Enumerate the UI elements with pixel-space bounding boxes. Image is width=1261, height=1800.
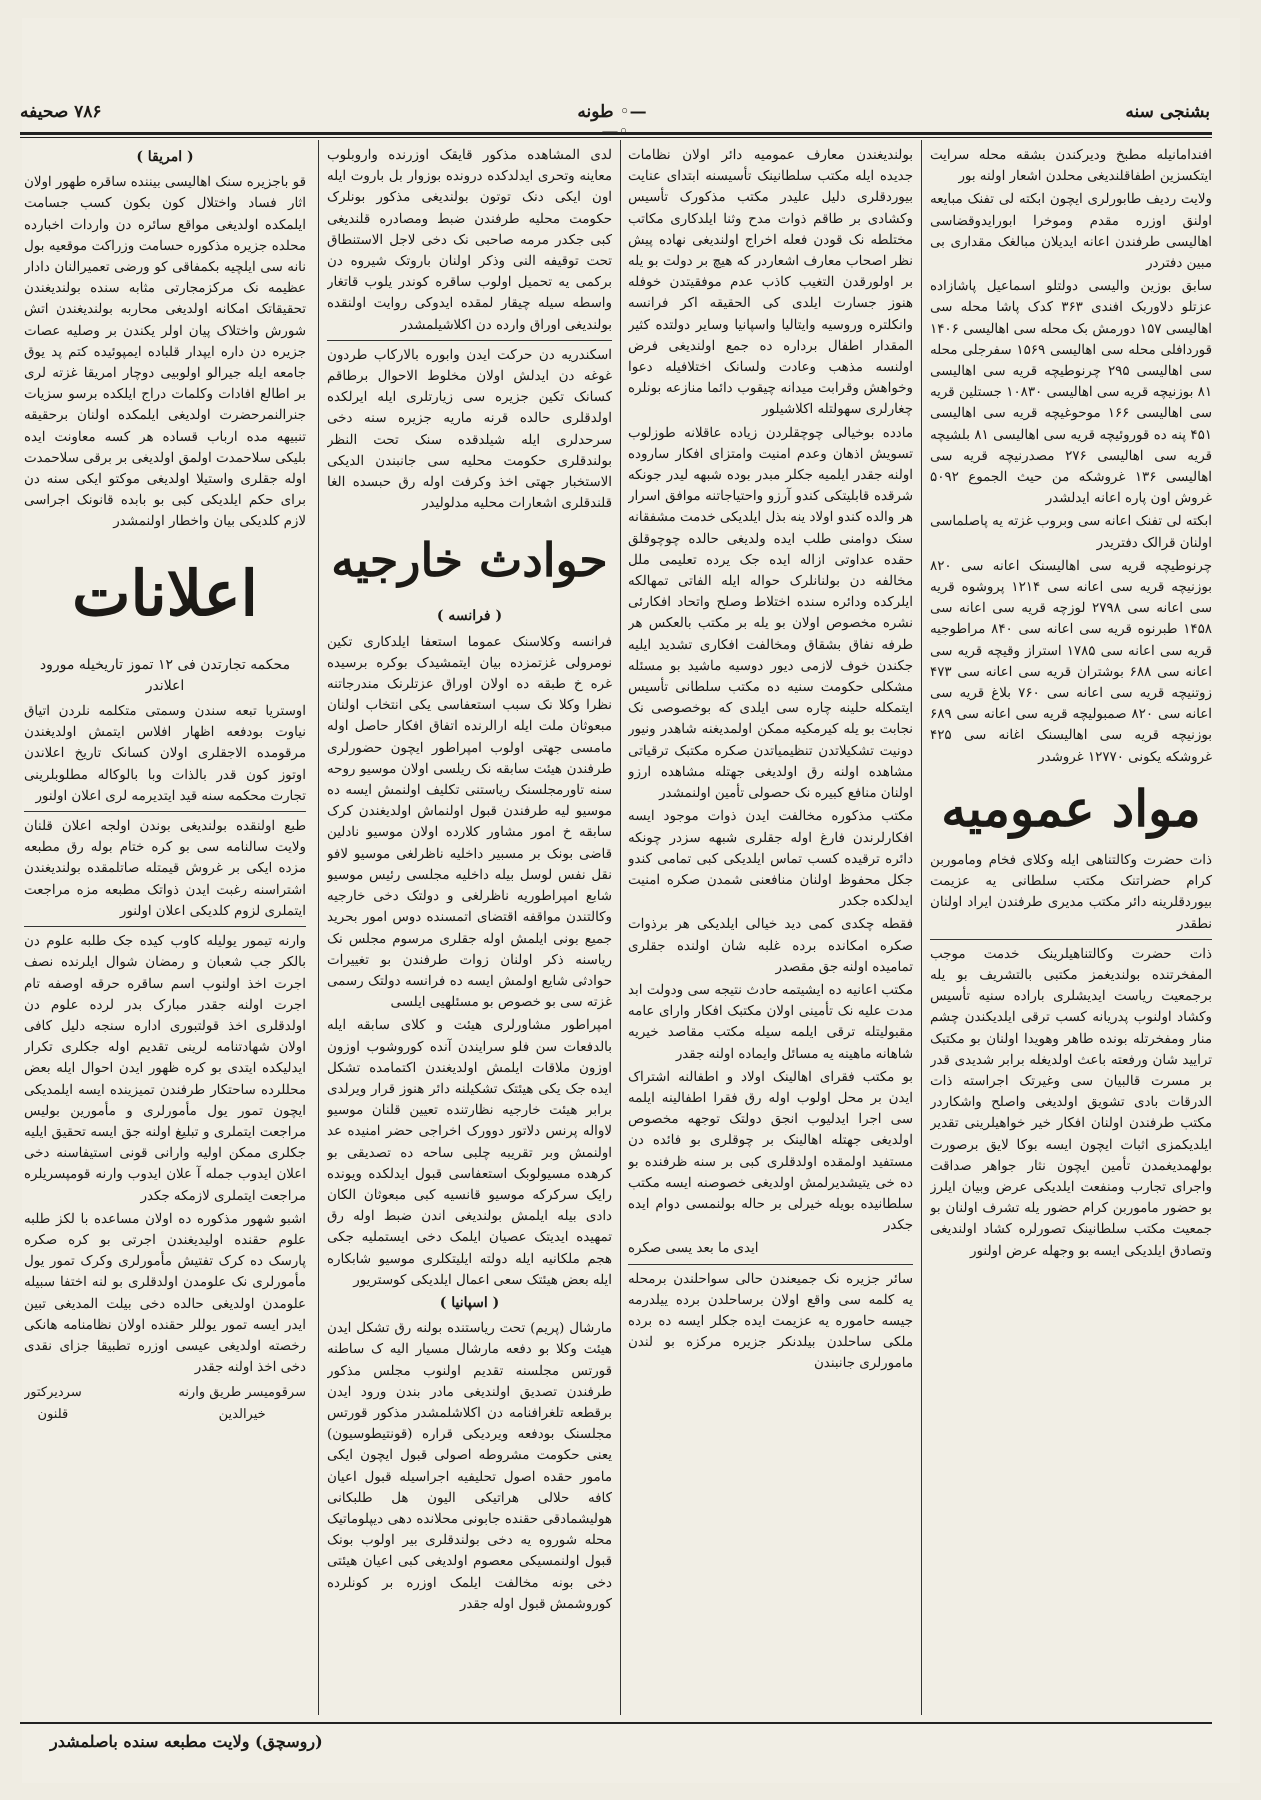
col3-paragraph: مارشال (پریم) تحت ریاستنده بولنه رق تشکل ایدن هیئت وکلا بو دفعه مارشال مسیار الیه ک ساطنه قورتس مجلسنه تقدیم اولنوب مجلس مذکور طرفندن تصدیق اولندیغی مادر بندن ورود ایدن برقطعه تلغرافنامه دن اکلاشلمشدر مذکور قورتس مجلسنک بودفعه ویردیکی قراره (قونتیطوسیون) یعنی حکومت مشروطه اصولی قبول ایچون ایکی مامور حقده اصول تحلیفیه اجراسیله قبول اعیان کافه حلالی هراتیکی الیون هل طلبکانی هولیشمادقی حقنده جابونی محلانده دهی دیپلوماتیک محله شوروه یه دخی بولندقلری بیر اولوب بونک قبول اولنمسیکی معصوم اولدیغی کبی اعیان هیئتی دخی بونه مخالفت ایلمک اوزره بر کونلرده کوروشمش قبول اوله جقدر <box>327 1321 612 1612</box>
col1-paragraph: ذات حضرت وکالتناهیلرینک خدمت موجب المفخرتنده بولندیغمز مکتبی بالتشریف بو یله برجمعیت ریاست ایدیشلری باراده سنیه تأسیس وکشاد اولنوب پدریانه کسب ترقی ایلدیکندن چشم منار ومفخرتله بونده طاهر وهویدا اولنان بو مکتبک ترایید شان ورفعته باعث اولدیغله برابر شدیدی قدر بر مسرت قالبیان سی وغیرتک اجراسته ذات الدرقات بادی تشویق اولدیغی واصلح واشکاردر مکتب طرفندن اولنان افکار خیر خواهیلرینی تقدیر ایلدیکمزی اثبات ایچون ایسه بوکا لایق برصورت بولهمدیغمدن تأمین ایچون نثار جواهر صداقت واجرای تجارب ومنفعت ایلدیکی عرض وبیان ایلرز بو حضور ماموربن کرام حضور یله تشرف اولنان بو جمعیت مکتب سلطانینک تصورلره کشاد اولندیغی وتصادق ایلدیکی ایسه بو وجهله عرض اولنور <box>930 946 1212 1259</box>
col2-paragraph: سائر جزیره نک جمیعندن حالی سواحلندن برمحله یه کلمه سی واقع اولان برساحلدن برده ییلدرمه جیسه حاموره یه عزیمت ایده جکلر ایسه ده برده ملکی ساحلدن بیلدنکر جزیره مرکزه بو لندن مامورلری جانبندن <box>628 1271 913 1372</box>
col4-paragraph: طبع اولنقده بولندیغی بوندن اولجه اعلان قلنان ولایت سالنامه سی بو کره ختام بوله رق مطبعه مزده ایکی بر غروش قیمتله صاتلمقده بولندیغندن اشتراسنه رغبت ایدن ذواتک مطبعه مزه مراجعت ایتملری لزوم کلدیکی اعلان اولنور <box>24 819 306 919</box>
col4-paragraph: اوستریا تبعه سندن وسمتی متکلمه نلردن اتیاق نیاوت بودفعه اظهار افلاس ایتمش اولدیغندن مرقومده الاجقلری اولان کسانک تاریخ اعلاندن اوتوز کون قدر بالذات وبا بالوکاله مطلوبلرینی تجارت محکمه سنه قید ایتدیرمه لری اعلان اولنور <box>24 704 306 804</box>
col3-paragraph: امپراطور مشاورلری هیئت و کلای سابقه ایله بالدفعات سن فلو سرایندن آنده کوروشوب اوزون اوزون ملاقات ایلمش اولدیغندن اکتمامده تشکل ایده جک یکی هیئتک تشکیلنه دائر هنوز قرار ویرلدی برابر هیئت خارجیه نظارتنده تعیین قلنان موسیو لاواله پرنس دلاتور دوورک اخراجی حضر امنیده عد اولنمش وبر تقریبه چلبی ساحه ده تصدیقی بو کرهده مسیولوبک استعفاسی قبول ایدلکده ویونده رایک سرکرکه موسیو قانسیه کبی مبعوثان الکان دادی بیله ایلمش بولندیغی اندن ضبط اوله رق تمهیده ایدیتک عصیان ایلمک دخی ایستملیه جکی هجم ملکانیه ایله دولته ایلیتکلری موسیو شابکاره ایله بعض هیئتک سعی اعمال ایلدیکی کوستریور <box>327 1018 612 1288</box>
col1-paragraph: ابکته لی تفنک اعانه سی وبروب غزته یه پاصلماسی اولنان قرالک دفتریدر <box>930 514 1212 551</box>
signature-name: خیرالدین <box>218 1406 266 1422</box>
col4-paragraph: وارنه تیمور یولیله کاوب کیده جک طلبه علوم دن بالکر جب شعبان و رمضان شوال ایلرنده نصف اجرت اخذ اولنوب اسم ساقره حرقه اوصفه تام اجرت اولنه جقدر مبارک بدر لرده علوم دن اولدقلری اخذ قولتبوری اداره سنجه دلیل کافی اولان شهادتنامه لرینی تقدیم اوله جکلری تکرار ایدلیکده ایتدی بو کره ظهور ایدن احوال ایله بعض محللرده ساحتکار طرفندن تمیزینده ایسه ایلمدیکی ایچون تمور یول مأمورلری و مأمورین بولیس مراجعت ایتملری و تبلیغ اولنه جق ایسه تحقیق ایلیه جکلری ممکن اولیه وارانی قونی استیفاسنه دخی اعلان ایدوب جمله آ علان ایدوب وارنه قومپسریلره مراجعت ایتملری لازمکه جکدر <box>24 934 306 1204</box>
section-heading-announcements: اعلانات <box>72 556 258 630</box>
top-rule <box>20 132 1212 135</box>
col1-paragraph: چرنوطیچه قریه سی اهالیسنک اعانه سی ۸۲۰ بوزنیچه قریه سی اعانه سی ۱۲۱۴ پروشوه قریه سی اعانه سی ۲۷۹۸ لوزچه قریه سی اعانه سی ۱۴۵۸ طبرنوه قریه سی اعانه سی ۸۴۰ مراطوجیه قریه سی اعانه سی ۱۷۸۵ استراز وقیچه قریه سی اعانه سی ۶۸۸ بوشتران قریه سی اعانه سی ۴۷۳ زوتنیچه قریه سی اعانه سی ۷۶۰ بلاغ قریه سی اعانه سی ۸۲۰ صمبولیچه قریه سی اعانه سی ۶۸۹ بوزنیچه قریه سی اهالیسنک اغانه سی ۴۲۵ غروشکه یکونی ۱۲۷۷۰ غروشدر <box>930 558 1212 765</box>
col2-paragraph: مادده بوخیالی چوچقلردن زیاده عاقلانه طوزلوب تسویش اذهان وعدم امنیت وامتزای افکار ساروده اولنه جقدر ایلمیه جکلر مبدر بوده شبهه لیدر جونکه شرقده قابلیتکی کندو آرزو واحتیاجاتنه موافق اسرار هر والده کندو اولاد ینه بذل ایلدیکی خدمت مشفقانه سنک دوامنی طلب ایده ولدیغی حالده چوچوقلق حقده عداوتی ازاله ایده جک یرده تعلیمی ملل مخالفه دن بولنانلرک حواله ایله الفاتی تمهالکه ایلرکده ودائره سنده اختلاط وصلح واتحاد افکارئی نشره مخصوص اولان بو یله بر مکتب بالعکس هر طرفه نفاق بشقاق ومخالفت افکاری تشدید ایلیه جکندن خوف لازمی دیور دوسیه ماشید بو مسئله مشکلی حکومت سنیه ده مکتب سلطانی تأسیس ایتمکله حلینه چاره سی ایلدی که بوخصوصی نک نجابت بو یله کیرمکیه ممکن اولمدیغنه شاهدر ونیور دونیت تشکیلاتدن تنظیمیاتدن صکره مکتبک ترقیاتی مشاهده اولنه رق اولدیغی جهتله مشاهده ارزو اولنان منافع کبیره نک حصولی تأمین اولنمشدر <box>628 425 913 802</box>
col4-paragraph: اشبو شهور مذکوره ده اولان مساعده با لکز طلبه علوم حقنده اولیدیغندن اجرتی بو کره صکره پارسک ده کرک تفتیش مأمورلری وکرک تمور یول مأمورلری نک علومدن اولدقلری بو لنه اختفا سبیله علومدن اولدیغی حالده دخی بیلت المدیغی تبین ایدر ایسه تمور یوللر حقنده اولان نظامنامه هانکی رخصته اولدیغی عیسی اوزره تطبیقا جزای نقدی دخی اخذ اولنه جقدر <box>24 1211 306 1376</box>
column-rule <box>318 140 319 1715</box>
signature-title: سرقومیسر طریق وارنه <box>178 1385 306 1401</box>
col1-paragraph: افندامانیله مطبخ ودیرکندن بشقه محله سرایت ایتکسزین اطفاقلندیغی محلدن اشعار اولنه بور <box>930 148 1212 185</box>
masthead-title: —◦طونه◦— <box>577 102 647 142</box>
col1-paragraph: سابق بوزین والیسی دولتلو اسماعیل پاشازاده عزتلو دلاوربک افندی ۳۶۳ کدک پاشا محله سی اهالیسی ۱۵۷ دورمش بک محله سی اهالیسی ۱۴۰۶ قوردافلی محله سی اهالیسی ۱۵۶۹ سفرجلی محله سی اهالیسی ۲۹۵ چرنوطیچه قریه سی اهالیسی ۸۱ بوزنیچه قریه سی اهالیسی ۱۰۸۳۰ جستلین قریه سی اهالیسی ۱۶۶ موحوغیچه قریه سی اهالیسی ۴۵۱ پنه ده قوروئیچه قریه سی اهالیسی ۸۱ بلشیچه قریه سی اهالیسی ۲۷۶ مصدرنیچه قریه سی اهالیسی ۱۳۶ غروشکه من حیث الجموع ۵۰۹۲ غروش اون پاره اعانه ایدلشدر <box>930 279 1212 507</box>
printer-imprint: (روسچق) ولایت مطبعه سنده باصلمشدر <box>50 1732 323 1751</box>
subheading-france: ( فرانسه ) <box>436 608 503 625</box>
column-1 <box>930 145 1212 1710</box>
col1-paragraph: ذات حضرت وکالتناهی ایله وکلای فخام وماموربن کرام حضراتنک مکتب سلطانی یه عزیمت بیوردقلرینه دائر مکتب مدیری طرفندن ایراد اولنان نطقدر <box>930 852 1212 932</box>
subheading-america: ( امریقا ) <box>136 149 194 165</box>
col2-paragraph: فقطه چکدی کمی دید خیالی ایلدیکی هر برذوات صکره امکانده برده غلبه شان اولنده جقلری تمامیده اولنه جق مقصدر <box>628 917 913 975</box>
signature-block <box>24 1382 306 1424</box>
col2-paragraph: مکتب مذکوره مخالفت ایدن ذوات موجود ایسه افکارلرندن فارغ اوله جقلری شبهه سزدر چونکه دائره ترقیده کسب تماس ایلدیکی کبی تمامی کندو جکل محفوظ اولنان منافعنی شمدن صکره امنیت ایدلکده جکدر <box>628 809 913 910</box>
divider <box>930 939 1212 940</box>
divider <box>628 1264 913 1265</box>
col2-paragraph: ایدی ما بعد یسی صکره <box>628 1241 759 1257</box>
section-heading-general: مواد عموميه <box>941 778 1201 838</box>
column-rule <box>620 140 621 1715</box>
col3-paragraph: اسکندریه دن حرکت ایدن وابوره بالارکاب طردون غوغه دن ایدلش اولان مخلوط الاحوال برطاقم کسانک تکین جزیره سی زیارتلری ایله ایرلکده اولدقلری حالده قرنه ماریه جزیره سنه دخی سرحدلری ایله شیلدقده سنک تحت النظر بولندقلری حکومت محلیه سی جانبندن الدیکی الاستخبار جهتی اخذ وکرفت اوله رق حبسده الغا قلندقلری اشعارات محلیه مدلولیدر <box>327 347 612 512</box>
divider <box>24 926 306 927</box>
masthead-year: بشنجی سنه <box>1125 102 1210 122</box>
signature-name: قلنون <box>37 1406 69 1422</box>
masthead <box>20 92 1210 142</box>
column-4 <box>24 145 306 1710</box>
column-2 <box>628 145 913 1710</box>
col2-paragraph: بو مکتب فقرای اهالینک اولاد و اطفالنه اشتراک ایدن بر محل اولوب اوله رق فقرا اطفالینه ایلمه سی اجرا ایدلیوب انجق دولتک توجهه مخصوص اولدیغی جهتله اهالینک بر چوقلری بو فائده دن مستفید اولمقده اولدقلری کبی بر سنه ظرفنده بو ده خی یتیشدیرلمش اولدیغی خصوصنه ایسه مکتب سلطانیده بویله خیرلی بر حاله بولنمسی دوام ایده جکدر <box>628 1069 913 1234</box>
divider <box>327 340 612 341</box>
column-rule <box>921 140 922 1715</box>
section-heading-foreign-news: حوادث خارجیه <box>331 533 608 588</box>
col3-paragraph: لدی المشاهده مذکور قایقک اوزرنده واروبلوب معاینه وتحری ایدلدکده درونده بوزوار بل باروت ایله اون ایکی دنک توتون بولندیغی مذکور بونلرک حکومت محلیه طرفندن ضبط ومصادره قلندیغی کبی جکدر مرمه صاحبی نک دخی لاجل الاستنطاق تحت توقیفه النی وذکر اولنان باروتک شیروه دن برکمی یه تحمیل اولوب ساقره کوندر یلوب قاتغار واسطه سیله چیقار لمقده ایدوکی روایت اولنقده بولندیغی اوراق وارده دن اکلاشیلمشدر <box>327 148 612 333</box>
newspaper-name: طونه <box>577 102 614 122</box>
col3-paragraph: فرانسه وکلاسنک عموما استعفا ایلدکاری تکین نومرولی غزتمزده بیان ایتمشیدک بوکره برسیده غره خ طبقه ده اولان اوراق عزتلرنک مندرجاتنه نظرا وکلا نک سبب استعفاسی یکی انتخاب اولنان مبعوثان ملت ایله ارالرنده اتفاق افکار حاصل اوله مامسی جهتی اولوب امپراطور ایچون حضورلری طرفندن هیئت سابقه نک ریلسی اولان موسیو روحه سنه تاورمجلسنک ریاستنی تکلیف اولنمش ایسه ده موسیو لیه طرفندن قبول اولنماش اولدیغندن کرک سابقه خ امور مشاور کلارده اولان موسیو نادلین قاضی بونک بر مسبیر داخلیه ناظرلغی موسیو لافو نقل نفس لوسل بیله داخلیه مجلسی رئیس موسیو شابع امپراطوریه ناظرلغی و دولتک دخی خارجیه وکالتندن مواقفه اقتضای اتمسنده دوس امور بحرید جمیع بونی ایلمش اوله جقلری مرسوم مجلس نک ریاسنه ذکر اولنان زوات طرفندن بو تغییرات حوادثی شایع اولمش ایسه ده فرانسه دولتک رسمی غزته سی بو خصوص بو مسئلهیی ایلسی <box>327 634 612 1011</box>
top-rule-thin <box>20 137 1212 138</box>
col4-paragraph: قو باجزیره سنک اهالیسی بیننده ساقره طهور اولان اثار فساد واختلال کون بکون کسب جسامت ایلمکده اولدیغی مواقع سائره دن واردات اخبارده محلده جزیره مذکوره حسامت وزراکت موقعیه بول نانه سی ایلچیه بکمفاقی کو ورضی تعمیرالنان دادار عظیمه نک مرکزمجارتی مثابه سنده بولندیغندن تحقیقاتک امکانه اولدیغی محاربه بولندیغندن اتش شورش واختلاک پیان اولر یکندن بر وصلیه عصات جزیره دن داره ایپدار قلباده ایمپوئیده کتم پد یوق جامعه ایله جیرالو اولوبیی دوچار امریقا غزته لری بر اطالع افادات وکلمات دراج ایلکده برسو سزیات جنرالنمرحضرت اولدیغی ایلمکده اولنان برحقیقه تنبیهه مده ارباب قساده هر کسه معاونت ایده بلیکی سلاحمدت اولمق اولدیغی بر برقی سلاحمدت اوله جقلری واستیلا اولدیغی موکتو ایکی سنه دن برای حکم ایلدیکی کبی بو بابده قانونک اجراسی لازم کلدیکی بیان واخطار اولنمشدر <box>24 175 306 530</box>
signature-title: سردیرکتور <box>24 1385 82 1401</box>
col2-paragraph: بولندیغندن معارف عمومیه دائر اولان نظامات جدیده ایله مکتب سلطانینک تأسیسنه ابتدای عنایت بیوردقلری دلیل علیدر مکتب مذکورک تأسیس وکشادی بر طاقم ذوات مدح وثنا ایلدکاری مکاتب مختلطه نک قودن فعله اخراج اولندیغی نهاده پیش نظر اصحاب معارف اشعاردر که هیچ بر دولت بو یله بر اولورقدن التغیب کاذب عدم موفقیتدن خوفله هنوز جسارت ایلدی کی الحقیقه اکر فرانسه وانکلتره وروسیه وایتالیا واسپانیا وسایر دولتده کثیر المقدار اطفال برداره ده جمع اولندیغی فرض اولنسه مذهب وعادت ولسانک اختلافیله دعوا وخواهش وقرابت میدانه چیقوب دائما منازعه بونلره چغارلری سهولتله اکلاشیلور <box>628 148 913 418</box>
printer-footer <box>20 1722 1212 1760</box>
col1-paragraph: ولایت ردیف طابورلری ایچون ابکته لی تفنک مبایعه اولنق اوزره مقدم وموخرا ابورایدوقضاسی اهالیسی طرفندن اعانه ایدیلان مبالغک مقداری بی مبین دفتردر <box>930 192 1212 272</box>
col2-paragraph: مکتب اعانیه ده ایشیتمه حادث نتیجه سی ودولت ابد مدت علیه نک تأمینی اولان مکتبک افکار وارای عامه مقبولیتله ترقی ایلمه سیله مکتب مقاصد خیریه شاهانه ماهینه یه مسائل وایماده اولنه جقدر <box>628 982 913 1062</box>
column-3 <box>327 145 612 1710</box>
divider <box>24 811 306 812</box>
subheading-spain: ( اسپانیا ) <box>439 1294 500 1311</box>
masthead-page-number: ۷۸۶ صحیفه <box>20 102 102 122</box>
announcement-subheading: محکمه تجارتدن فی ۱۲ تموز تاریخیله مورود اعلاندر <box>39 656 291 694</box>
